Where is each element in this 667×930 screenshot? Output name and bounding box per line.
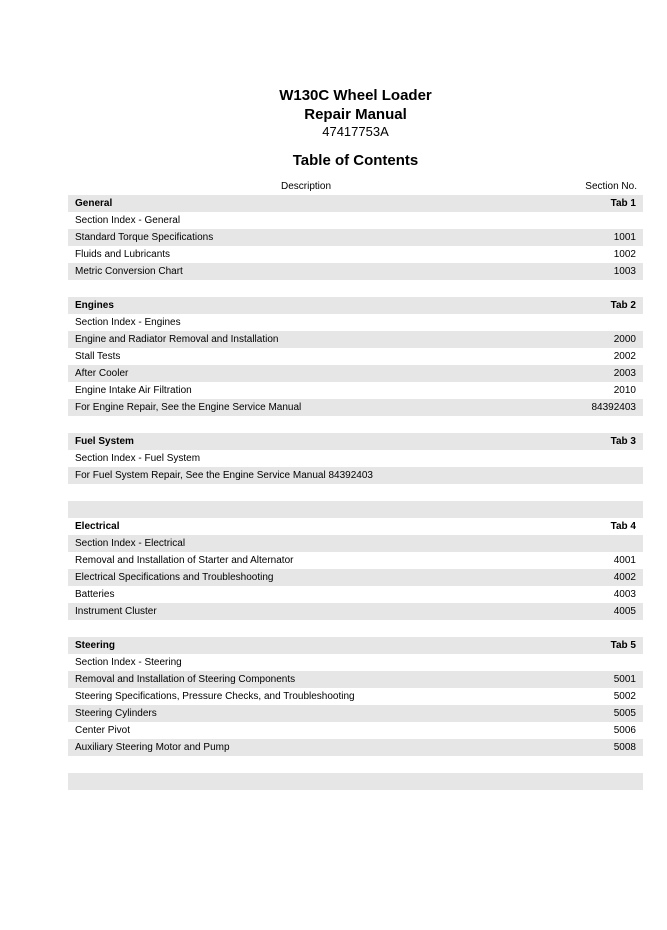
toc-tab-number: Tab 4	[610, 521, 636, 532]
toc-tab-number: Tab 1	[610, 198, 636, 209]
toc-entry[interactable]	[68, 348, 643, 365]
toc-spacer-row	[68, 773, 643, 790]
toc-tab-number: Tab 2	[610, 300, 636, 311]
toc-entry[interactable]	[68, 314, 643, 331]
title-machine: W130C Wheel Loader	[279, 87, 432, 104]
toc-entry-description: Standard Torque Specifications	[75, 232, 214, 243]
toc-entry[interactable]	[68, 603, 643, 620]
toc-spacer-row	[68, 756, 643, 773]
toc-tab-number: Tab 5	[610, 640, 636, 651]
toc-section-number: 4001	[613, 555, 636, 566]
toc-section-number: 1002	[613, 249, 636, 260]
toc-entry[interactable]	[68, 399, 643, 416]
toc-section-header	[68, 433, 643, 450]
toc-entry-description: Stall Tests	[75, 351, 121, 362]
toc-entry-description: Instrument Cluster	[75, 606, 157, 617]
toc-entry-description: Auxiliary Steering Motor and Pump	[75, 742, 230, 753]
toc-entry[interactable]	[68, 552, 643, 569]
column-headers	[68, 181, 643, 194]
toc-entry[interactable]	[68, 671, 643, 688]
toc-entry[interactable]	[68, 212, 643, 229]
toc-section-number: 2010	[613, 385, 636, 396]
toc-section-number: 2003	[613, 368, 636, 379]
toc-entry[interactable]	[68, 229, 643, 246]
toc-entry-description: Section Index - Engines	[75, 317, 181, 328]
toc-section-number: 2002	[613, 351, 636, 362]
toc-section-number: 2000	[613, 334, 636, 345]
toc-entry-description: Engine and Radiator Removal and Installation	[75, 334, 279, 345]
toc-title: Table of Contents	[292, 152, 419, 169]
toc-entry-description: Removal and Installation of Steering Components	[75, 674, 296, 685]
title-manual-type: Repair Manual	[304, 106, 407, 123]
toc-entry[interactable]	[68, 467, 643, 484]
toc-section-number: 5006	[613, 725, 636, 736]
toc-entry[interactable]	[68, 450, 643, 467]
toc-entry[interactable]	[68, 263, 643, 280]
toc-section-number: 4002	[613, 572, 636, 583]
toc-spacer-row	[68, 501, 643, 518]
toc-section-number: 5002	[613, 691, 636, 702]
toc-entry[interactable]	[68, 722, 643, 739]
toc-tab-number: Tab 3	[610, 436, 636, 447]
toc-section-title: General	[75, 198, 113, 209]
toc-section-number: 4003	[613, 589, 636, 600]
toc-entry[interactable]	[68, 586, 643, 603]
toc-section-number: 5008	[613, 742, 636, 753]
toc-entry[interactable]	[68, 705, 643, 722]
toc-entry-description: Section Index - General	[75, 215, 181, 226]
toc-entry-description: Batteries	[75, 589, 115, 600]
toc-table	[68, 195, 643, 790]
toc-section-title: Electrical	[75, 521, 120, 532]
toc-entry-description: For Fuel System Repair, See the Engine Service Manual 84392403	[75, 470, 373, 481]
toc-entry-description: Section Index - Steering	[75, 657, 182, 668]
toc-entry-description: Engine Intake Air Filtration	[75, 385, 192, 396]
toc-spacer-row	[68, 620, 643, 637]
toc-entry[interactable]	[68, 654, 643, 671]
toc-section-number: 1003	[613, 266, 636, 277]
document-header	[0, 86, 667, 170]
toc-entry[interactable]	[68, 365, 643, 382]
toc-entry-description: Center Pivot	[75, 725, 131, 736]
toc-section-header	[68, 518, 643, 535]
column-header-description: Description	[280, 181, 332, 192]
toc-section-number: 84392403	[591, 402, 636, 413]
toc-entry-description: Section Index - Electrical	[75, 538, 186, 549]
toc-entry[interactable]	[68, 382, 643, 399]
toc-entry[interactable]	[68, 535, 643, 552]
toc-entry[interactable]	[68, 688, 643, 705]
toc-entry-description: Metric Conversion Chart	[75, 266, 183, 277]
toc-section-header	[68, 297, 643, 314]
toc-section-title: Fuel System	[75, 436, 134, 447]
column-header-section-no: Section No.	[585, 181, 637, 192]
toc-section-title: Steering	[75, 640, 116, 651]
toc-entry-description: For Engine Repair, See the Engine Service Manual	[75, 402, 302, 413]
toc-entry-description: Fluids and Lubricants	[75, 249, 171, 260]
toc-section-header	[68, 195, 643, 212]
toc-entry-description: Electrical Specifications and Troubleshooting	[75, 572, 274, 583]
toc-entry-description: Section Index - Fuel System	[75, 453, 201, 464]
toc-spacer-row	[68, 484, 643, 501]
toc-entry-description: Removal and Installation of Starter and Alternator	[75, 555, 294, 566]
toc-section-number: 5005	[613, 708, 636, 719]
toc-entry-description: Steering Specifications, Pressure Checks, and Troubleshooting	[75, 691, 355, 702]
toc-section-number: 1001	[613, 232, 636, 243]
toc-spacer-row	[68, 280, 643, 297]
toc-section-header	[68, 637, 643, 654]
toc-section-number: 4005	[613, 606, 636, 617]
document-number: 47417753A	[322, 124, 389, 139]
toc-entry[interactable]	[68, 569, 643, 586]
toc-entry[interactable]	[68, 246, 643, 263]
toc-entry[interactable]	[68, 331, 643, 348]
toc-section-number: 5001	[613, 674, 636, 685]
toc-entry-description: After Cooler	[75, 368, 129, 379]
toc-entry-description: Steering Cylinders	[75, 708, 157, 719]
toc-entry[interactable]	[68, 739, 643, 756]
toc-spacer-row	[68, 416, 643, 433]
toc-section-title: Engines	[75, 300, 114, 311]
